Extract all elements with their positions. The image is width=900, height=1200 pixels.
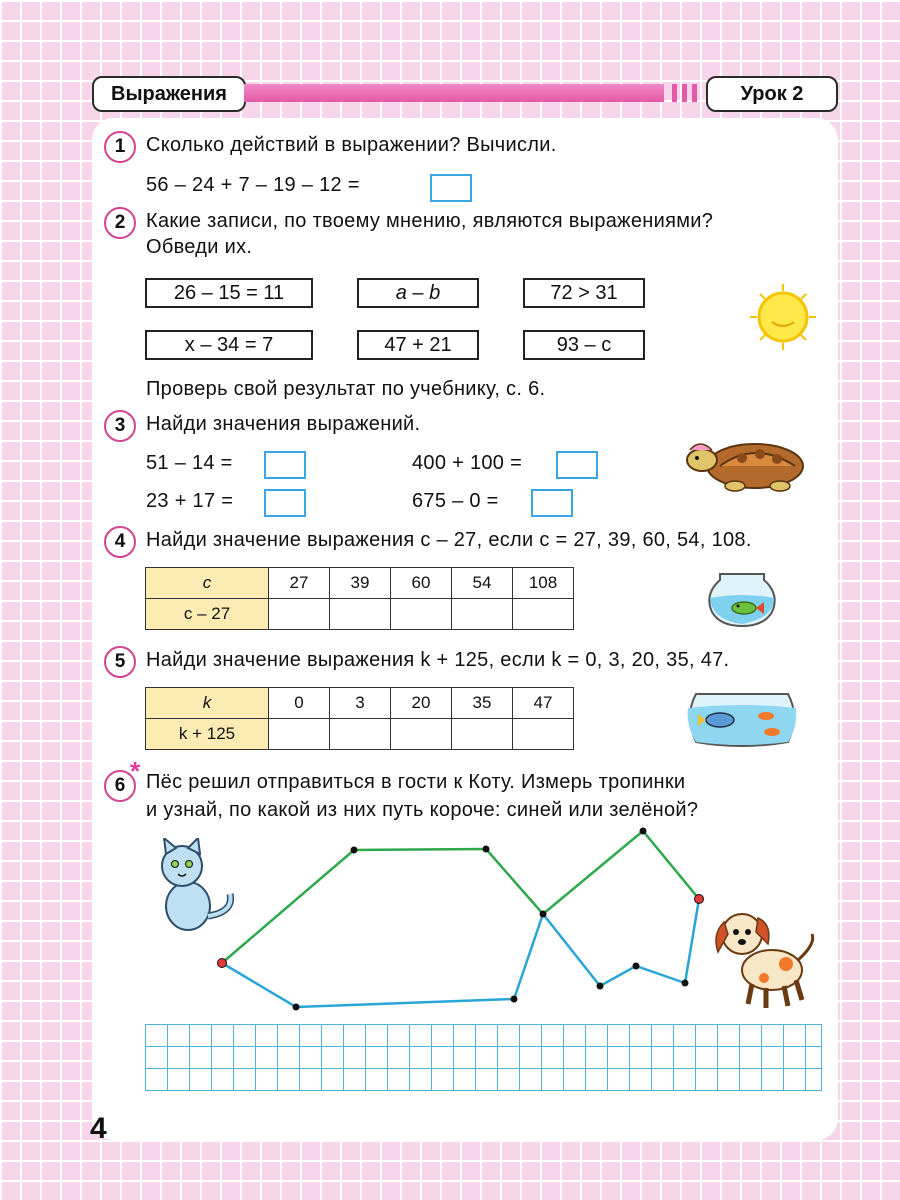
record-box[interactable]: 93 – c — [523, 330, 645, 360]
values-table — [145, 567, 574, 630]
task-2-text: Какие записи, по твоему мнению, являются выражениями? — [146, 210, 714, 232]
task-number: 4 — [104, 526, 136, 558]
table-header-cell — [146, 599, 269, 630]
record-box[interactable]: 47 + 21 — [357, 330, 479, 360]
table-header-cell — [146, 568, 269, 599]
green-path — [222, 831, 699, 963]
path-point — [511, 996, 518, 1003]
task-4-text: Найди значение выражения c – 27, если c = 27, 39, 60, 54, 108. — [146, 529, 752, 551]
dog-picture — [708, 904, 823, 1014]
answer-cell[interactable] — [391, 719, 452, 750]
record-box[interactable]: 72 > 31 — [523, 278, 645, 308]
record-box[interactable]: x – 34 = 7 — [145, 330, 313, 360]
task-6-text: Пёс решил отправиться в гости к Коту. Измерь тропинки — [146, 771, 686, 793]
values-table — [145, 687, 574, 750]
answer-cell[interactable] — [330, 599, 391, 630]
aquarium-picture — [682, 686, 802, 752]
task-number: 5 — [104, 646, 136, 678]
task-1-text: Сколько действий в выражении? Вычисли. — [146, 134, 557, 156]
expression-label: c – 27 — [183, 604, 231, 623]
path-point — [540, 911, 547, 918]
table-header-cell — [146, 688, 269, 719]
task-number: 1 — [104, 131, 136, 163]
answer-box[interactable] — [531, 489, 573, 517]
expression: 23 + 17 = — [146, 490, 234, 512]
expression: 51 – 14 = — [146, 452, 233, 474]
path-point — [682, 980, 689, 987]
task-number: 6 — [104, 770, 136, 802]
variable-label: k — [202, 693, 212, 712]
expression-label: k + 125 — [178, 724, 236, 743]
answer-cell[interactable] — [513, 719, 574, 750]
blue-path — [222, 899, 699, 1007]
path-point — [483, 846, 490, 853]
table-cell: 47 — [513, 688, 574, 719]
answer-box[interactable] — [430, 174, 472, 202]
table-cell: 27 — [269, 568, 330, 599]
fishbowl-picture — [702, 568, 782, 630]
table-cell: 54 — [452, 568, 513, 599]
end-point — [695, 895, 704, 904]
table-cell: 39 — [330, 568, 391, 599]
page-number: 4 — [90, 1112, 107, 1145]
lesson-title — [706, 76, 838, 112]
answer-cell[interactable] — [452, 719, 513, 750]
record-box[interactable]: 26 – 15 = 11 — [145, 278, 313, 308]
record-text: a – b — [395, 281, 441, 304]
header-stripe — [692, 84, 697, 102]
path-point — [640, 828, 647, 835]
table-cell: 35 — [452, 688, 513, 719]
check-note: Проверь свой результат по учебнику, с. 6. — [146, 378, 546, 400]
path-point — [633, 963, 640, 970]
table-cell: 3 — [330, 688, 391, 719]
sun-picture — [748, 282, 818, 352]
turtle-picture — [680, 426, 810, 496]
answer-cell[interactable] — [513, 599, 574, 630]
table-cell: 60 — [391, 568, 452, 599]
task-2-text: Обведи их. — [146, 236, 253, 258]
cat-picture — [148, 838, 238, 933]
path-point — [597, 983, 604, 990]
answer-cell[interactable] — [452, 599, 513, 630]
task-number: 2 — [104, 207, 136, 239]
header-stripe — [672, 84, 677, 102]
record-box[interactable] — [357, 278, 479, 308]
answer-cell[interactable] — [330, 719, 391, 750]
expression: 675 – 0 = — [412, 490, 499, 512]
header-stripe — [682, 84, 687, 102]
topic-title — [92, 76, 246, 112]
topic-title-text: Выражения — [111, 82, 227, 105]
table-cell: 0 — [269, 688, 330, 719]
path-point — [351, 847, 358, 854]
task-6-text: и узнай, по какой из них путь короче: синей или зелёной? — [146, 799, 699, 821]
answer-box[interactable] — [264, 451, 306, 479]
answer-cell[interactable] — [391, 599, 452, 630]
start-point — [218, 959, 227, 968]
task-number: 3 — [104, 410, 136, 442]
star-mark: * — [130, 756, 141, 786]
answer-box[interactable] — [556, 451, 598, 479]
path-point — [293, 1004, 300, 1011]
lesson-title-text: Урок 2 — [740, 82, 804, 105]
header-bar — [244, 84, 664, 102]
table-header-cell — [146, 719, 269, 750]
expression: 400 + 100 = — [412, 452, 523, 474]
answer-cell[interactable] — [269, 719, 330, 750]
task-1-expression: 56 – 24 + 7 – 19 – 12 = — [146, 174, 360, 196]
variable-label: c — [202, 573, 212, 592]
task-5-text: Найди значение выражения k + 125, если k = 0, 3, 20, 35, 47. — [146, 649, 730, 671]
table-cell: 108 — [513, 568, 574, 599]
answer-box[interactable] — [264, 489, 306, 517]
table-cell: 20 — [391, 688, 452, 719]
task-3-text: Найди значения выражений. — [146, 413, 421, 435]
answer-grid[interactable] — [145, 1024, 822, 1091]
answer-cell[interactable] — [269, 599, 330, 630]
